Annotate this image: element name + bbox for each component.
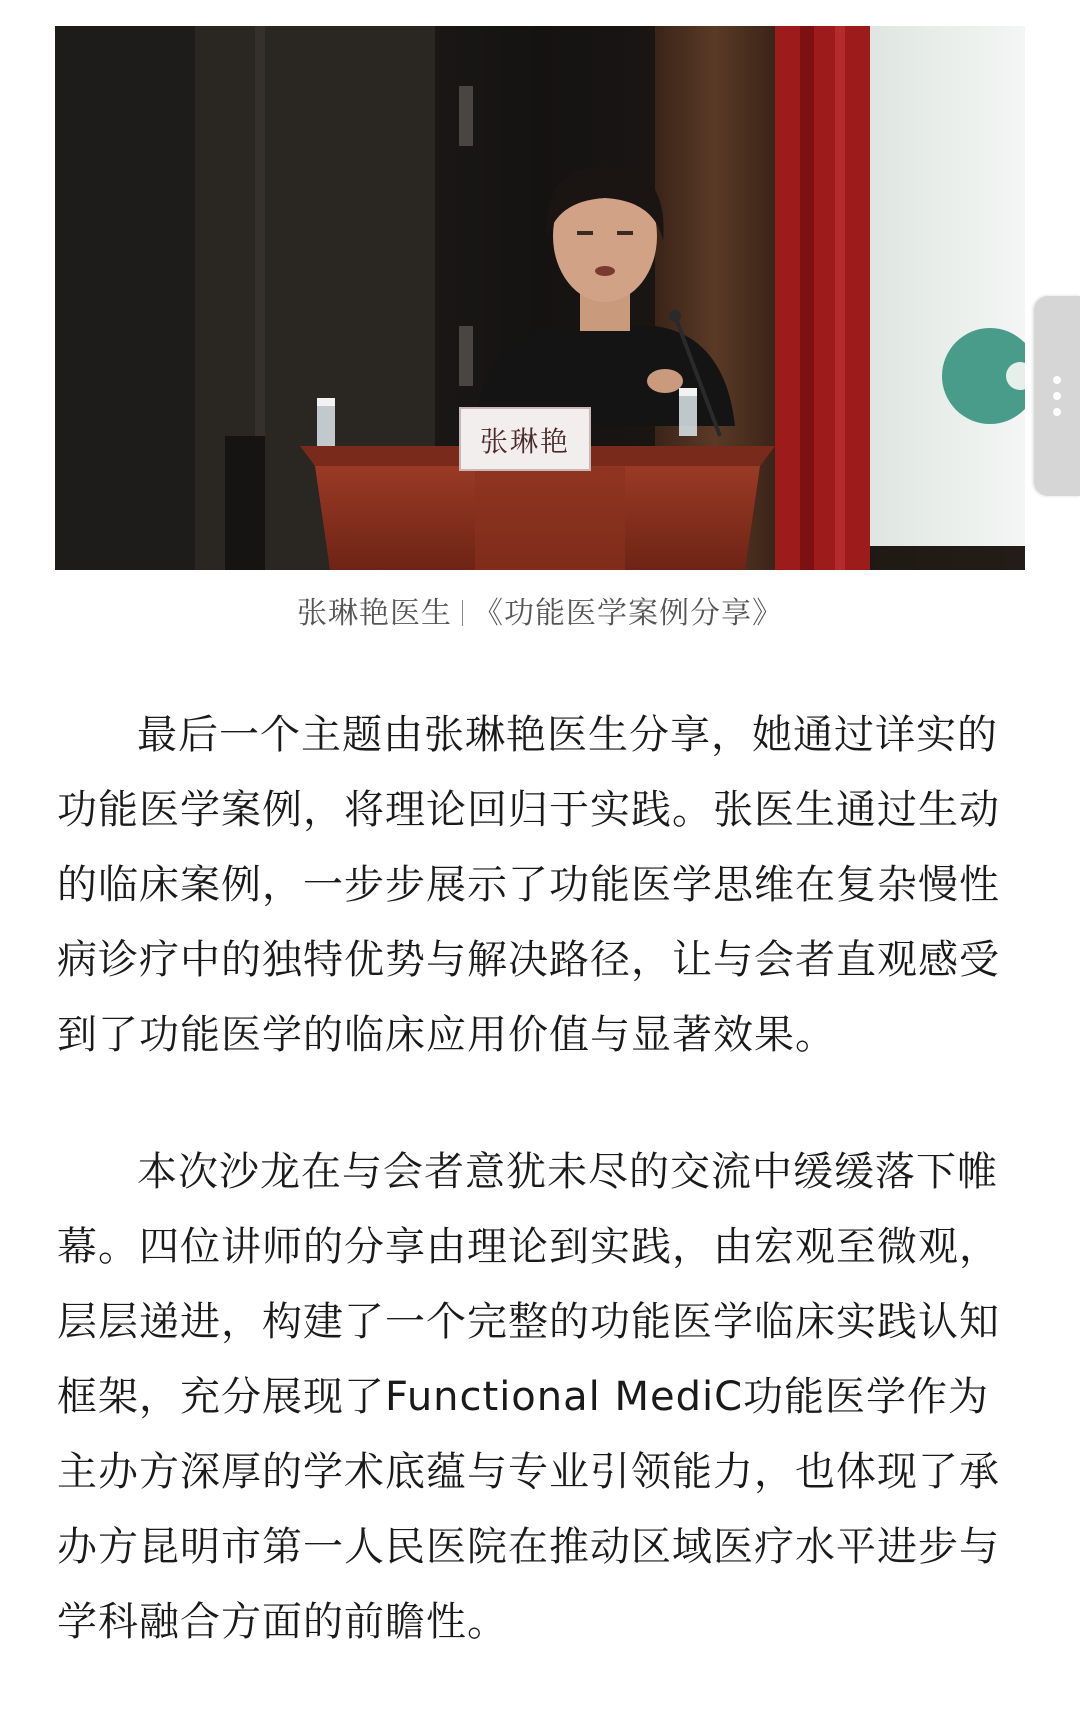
speaker-photo <box>55 26 1025 570</box>
caption-separator <box>462 600 463 626</box>
photo-caption <box>0 588 1080 632</box>
caption-talk-title: 《功能医学案例分享》 <box>473 596 783 631</box>
floating-more-button[interactable] <box>1034 296 1080 496</box>
article-paragraph: 最后一个主题由张琳艳医生分享，她通过详实的功能医学案例，将理论回归于实践。张医生通过生动的临床案例，一步步展示了功能医学思维在复杂慢性病诊疗中的独特优势与解决路径，让与会者直观感受到了功能医学的临床应用价值与显著效果。 <box>57 712 1000 1058</box>
speaker-photo-illustration <box>55 26 1025 570</box>
article-body <box>57 698 1022 1712</box>
more-vertical-icon <box>1053 376 1061 416</box>
article-paragraph: 本次沙龙在与会者意犹未尽的交流中缓缓落下帷幕。四位讲师的分享由理论到实践，由宏观至微观，层层递进，构建了一个完整的功能医学临床实践认知框架，充分展现了Functional MediC功能医学作为主办方深厚的学术底蕴与专业引领能力，也体现了承办方昆明市第一人民医院在推动区域医疗水平进步与学科融合方面的前瞻性。 <box>57 1149 1000 1645</box>
nameplate-label: 张琳艳 <box>479 425 570 458</box>
caption-speaker: 张琳艳医生 <box>297 596 452 631</box>
